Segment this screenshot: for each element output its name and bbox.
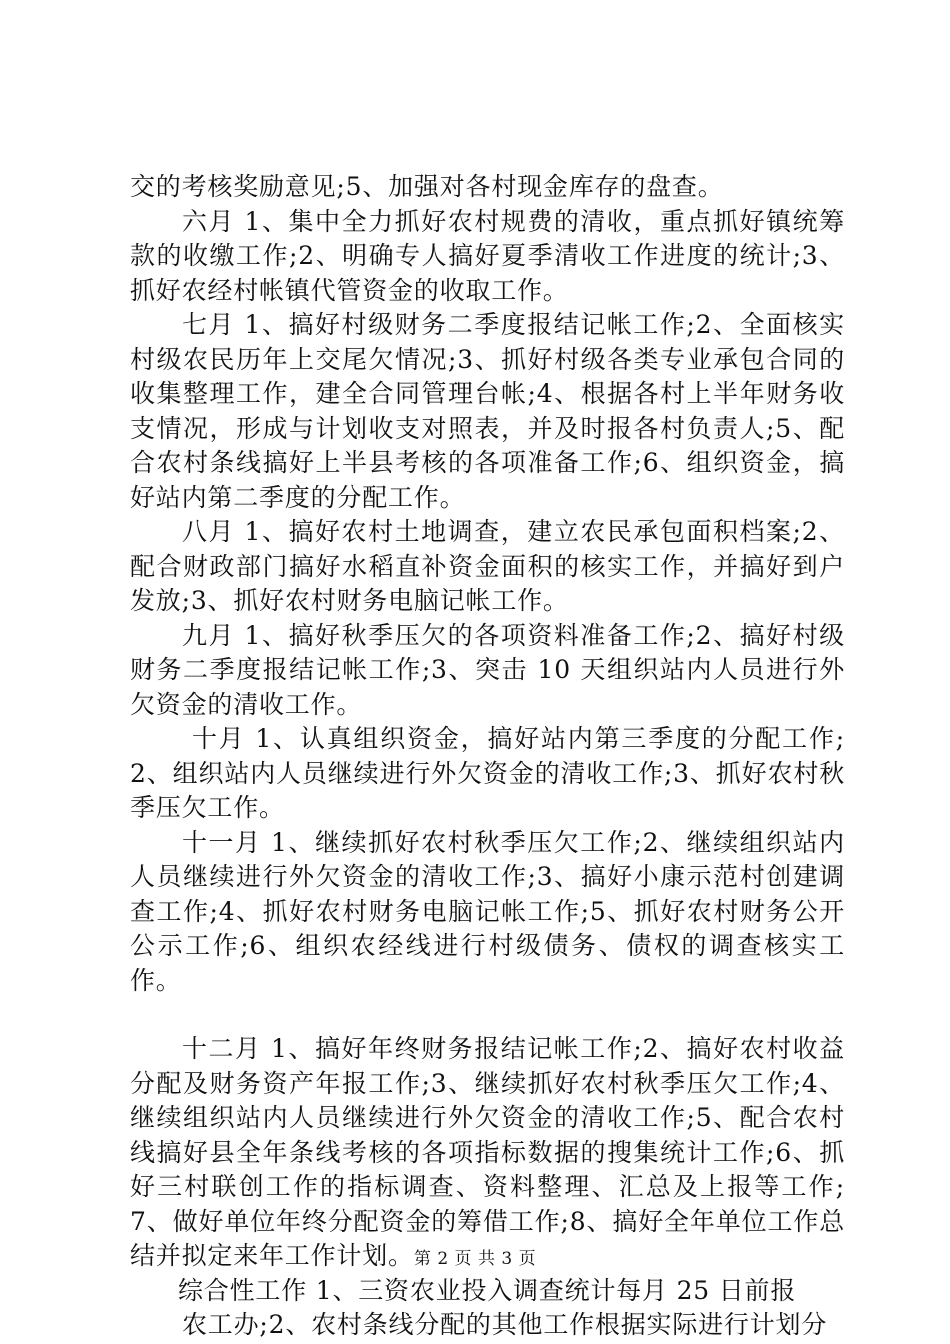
paragraph-june: 六月 1、集中全力抓好农村规费的清收，重点抓好镇统筹款的收缴工作;2、明确专人搞好夏季清收工作进度的统计;3、抓好农经村帐镇代管资金的收取工作。: [130, 206, 845, 305]
paragraph-comprehensive-1: 综合性工作 1、三资农业投入调查统计每月 25 日前报: [178, 1275, 797, 1305]
paragraph-july: 七月 1、搞好村级财务二季度报结记帐工作;2、全面核实村级农民历年上交尾欠情况;3、抓好村级各类专业承包合同的收集整理工作，建全合同管理台帐;4、根据各村上半年财务收支情况，形成与计划收支对照表，并及时报各村负责人;5、配合农村条线搞好上半县考核的各项准备工作;6、组织资金，搞好站内第二季度的分配工作。: [130, 310, 845, 512]
page-footer: 第 2 页 共 3 页: [413, 1249, 537, 1269]
paragraph-comprehensive-2: 农工办;2、农村条线分配的其他工作根据实际进行计划分: [182, 1310, 828, 1339]
paragraph-october: 十月 1、认真组织资金，搞好站内第三季度的分配工作;2、组织站内人员继续进行外欠资金的清收工作;3、抓好农村秋季压欠工作。: [130, 724, 845, 822]
document-body: [130, 170, 845, 1343]
paragraph-august: 八月 1、搞好农村土地调查，建立农民承包面积档案;2、配合财政部门搞好水稻直补资金面积的核实工作，并搞好到户发放;3、抓好农村财务电脑记帐工作。: [130, 517, 845, 615]
paragraph-november: 十一月 1、继续抓好农村秋季压欠工作;2、继续组织站内人员继续进行外欠资金的清收工作;3、搞好小康示范村创建调查工作;4、抓好农村财务电脑记帐工作;5、抓好农村财务公开公示工作;6、组织农经线进行村级债务、债权的调查核实工作。: [130, 827, 845, 995]
paragraph-december: 十二月 1、搞好年终财务报结记帐工作;2、搞好农村收益分配及财务资产年报工作;3、继续抓好农村秋季压欠工作;4、继续组织站内人员继续进行外欠资金的清收工作;5、配合农村线搞好县全年条线考核的各项指标数据的搜集统计工作;6、抓好三村联创工作的指标调查、资料整理、汇总及上报等工作;7、做好单位年终分配资金的筹借工作;8、搞好全年单位工作总结并拟定来年工作计划。: [130, 1034, 845, 1270]
paragraph-intro: 交的考核奖励意见;5、加强对各村现金库存的盘查。: [130, 172, 724, 201]
paragraph-september: 九月 1、搞好秋季压欠的各项资料准备工作;2、搞好村级财务二季度报结记帐工作;3、突击 10 天组织站内人员进行外欠资金的清收工作。: [130, 620, 845, 719]
